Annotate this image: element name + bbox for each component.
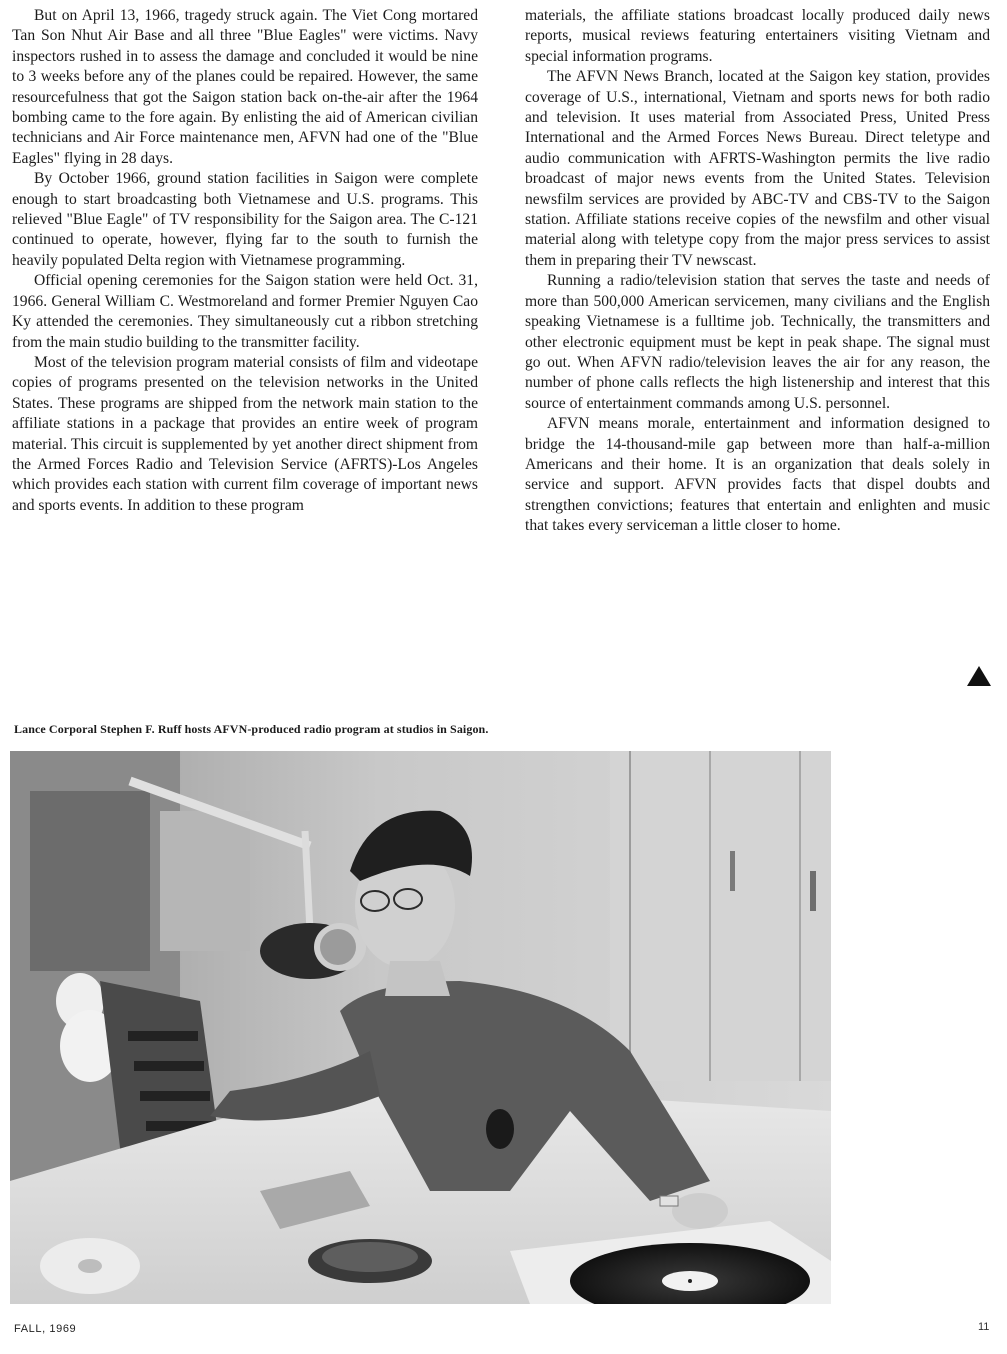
paragraph: By October 1966, ground station facilities in Saigon were complete enough to start broadcasting both Vietnamese and U.S. programs. This relieved "Blue Eagle" of TV responsibility for the Saigon area. The C-121 continued to operate, however, flying far to the south to furnish the heavily populated Delta region with Vietnamese programming. — [12, 170, 478, 269]
paragraph: Official opening ceremonies for the Saigon station were held Oct. 31, 1966. General William C. Westmoreland and former Premier Nguyen Cao Ky attended the ceremonies. They simultaneously cut a ribbon stretching from the main studio building to the transmitter facility. — [12, 272, 478, 351]
page-number: 11 — [978, 1321, 990, 1333]
paragraph-continuation: materials, the affiliate stations broadcast locally produced daily news reports, musical reviews featuring entertainers visiting Vietnam and special information programs. — [525, 7, 990, 65]
paragraph: Running a radio/television station that serves the taste and needs of more than 500,000 American servicemen, many civilians and the English speaking Vietnamese is a fulltime job. Technically, the transmitters and other electronic equipment must be kept in peak shape. The signal must go out. When AFVN radio/television leaves the air for any reason, the number of phone calls reflects the high listenership and interest that this source of entertainment commands among U.S. personnel. — [525, 272, 990, 412]
paragraph: The AFVN News Branch, located at the Saigon key station, provides coverage of U.S., international, Vietnam and sports news for both radio and television. It uses material from Associated Press, United Press International and the Armed Forces News Bureau. Direct teletype and audio communication with AFRTS-Washington permits the live radio broadcast of major news events from the United States. Television newsfilm services are provided by ABC-TV and CBS-TV to the Saigon station. Affiliate stations receive copies of the newsfilm and other visual material along with teletype copy from the major press services to assist them in preparing their TV newscast. — [525, 68, 990, 269]
paragraph: Most of the television program material consists of film and videotape copies of programs presented on the television networks in the United States. These programs are shipped from the network main station to the affiliate stations in a package that provides an entire week of program material. This circuit is supplemented by yet another direct shipment from the Armed Forces Radio and Television Service (AFRTS)-Los Angeles which provides each station with current film coverage of important news and sports events. In addition to these program — [12, 353, 478, 514]
paragraph: AFVN means morale, entertainment and information designed to bridge the 14-thousand-mile gap between more than half-a-million Americans and their home. It is an organization that deals solely in service and support. AFVN provides facts that dispel doubts and strengthen convictions; features that entertain and enlighten and music that takes every serviceman a little closer to home. — [525, 415, 990, 535]
photo-caption: Lance Corporal Stephen F. Ruff hosts AFVN-produced radio program at studios in Saigon. — [14, 722, 489, 736]
issue-label: FALL, 1969 — [14, 1323, 77, 1335]
paragraph: But on April 13, 1966, tragedy struck again. The Viet Cong mortared Tan Son Nhut Air Base and all three "Blue Eagles" were victims. Navy inspectors rushed in to assess the damage and concluded it would be nine to 3 weeks before any of the planes could be repaired. However, the same resourcefulness that got the Saigon station back on-the-air after the 1964 bombing came to the fore again. By enlisting the aid of American civilian technicians and Air Force maintenance men, AFVN had one of the "Blue Eagles" flying in 28 days. — [12, 7, 478, 167]
triangle-up-icon — [967, 666, 991, 686]
article-left-column — [12, 6, 478, 516]
photo-radio-host-studio — [10, 751, 831, 1304]
article-right-column — [525, 6, 990, 537]
